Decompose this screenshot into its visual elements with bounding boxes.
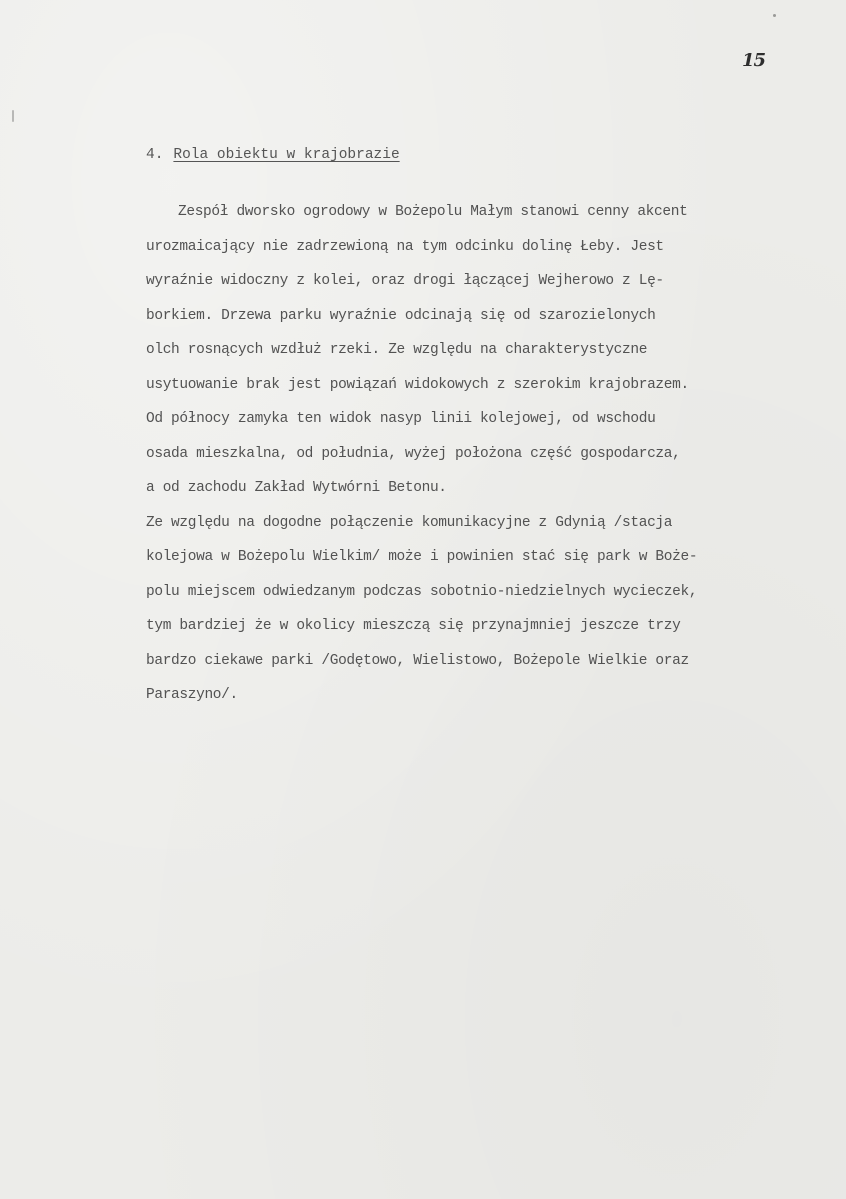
text-line: a od zachodu Zakład Wytwórni Betonu. — [146, 480, 447, 496]
text-line: polu miejscem odwiedzanym podczas sobotnio-niedzielnych wycieczek, — [146, 583, 698, 600]
text-line: wyraźnie widoczny z kolei, oraz drogi łączącej Wejherowo z Lę- — [146, 273, 664, 289]
text-line: Od północy zamyka ten widok nasyp linii kolejowej, od wschodu — [146, 411, 656, 427]
text-line: osada mieszkalna, od południa, wyżej położona część gospodarcza, — [146, 445, 681, 462]
margin-mark — [12, 110, 14, 122]
text-line: Ze względu na dogodne połączenie komunikacyjne z Gdynią /stacja — [146, 514, 673, 531]
section-heading — [146, 147, 400, 163]
text-line: tym bardziej że w okolicy mieszczą się przynajmniej jeszcze trzy — [146, 618, 681, 634]
section-number: 4. — [146, 147, 164, 163]
body-text — [146, 195, 836, 713]
text-line: kolejowa w Bożepolu Wielkim/ może i powinien stać się park w Boże- — [146, 549, 698, 565]
text-line: urozmaicający nie zadrzewioną na tym odcinku dolinę Łeby. Jest — [146, 238, 664, 255]
text-line: Paraszyno/. — [146, 687, 238, 703]
text-line: usytuowanie brak jest powiązań widokowych z szerokim krajobrazem. — [146, 376, 689, 393]
text-line: Zespół dworsko ogrodowy w Bożepolu Małym stanowi cenny akcent — [178, 204, 688, 220]
text-line: borkiem. Drzewa parku wyraźnie odcinają się od szarozielonych — [146, 307, 656, 324]
section-title: Rola obiektu w krajobrazie — [173, 147, 400, 163]
page-number: 15 — [742, 50, 766, 71]
text-line: bardzo ciekawe parki /Godętowo, Wielistowo, Bożepole Wielkie oraz — [146, 652, 689, 669]
scan-speck — [773, 14, 776, 17]
text-line: olch rosnących wzdłuż rzeki. Ze względu na charakterystyczne — [146, 342, 648, 358]
